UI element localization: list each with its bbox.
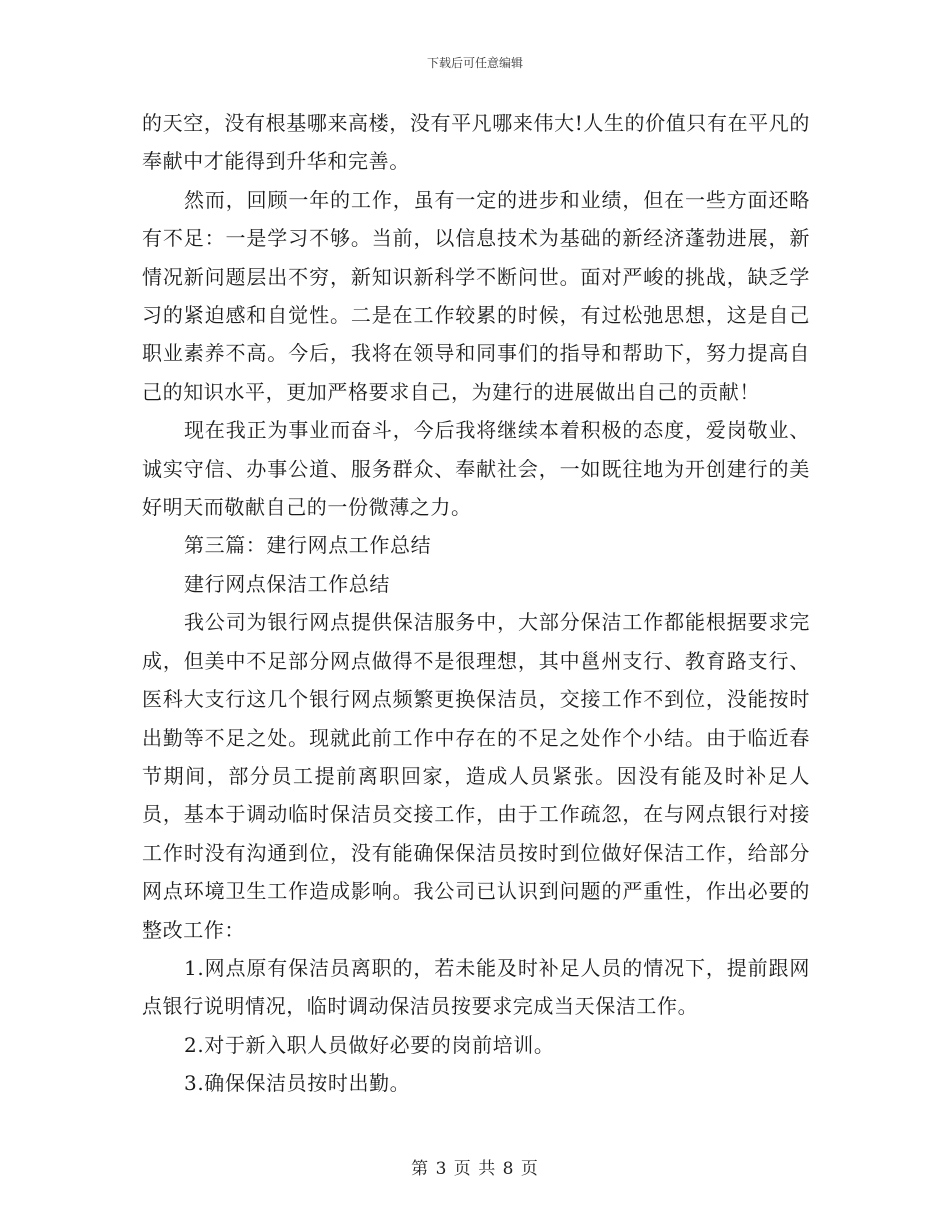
page-number: 第 3 页 共 8 页 xyxy=(411,1159,539,1179)
list-item-3: 3.确保保洁员按时出勤。 xyxy=(184,1071,411,1096)
paragraph-cleaning-summary: 我公司为银行网点提供保洁服务中，大部分保洁工作都能根据要求完成，但美中不足部分网点做得不是很理想，其中邕州支行、教育路支行、医科大支行这几个银行网点频繁更换保洁员，交接工作不到位，没能按时出勤等不足之处。现就此前工作中存在的不足之处作个小结。由于临近春节期间，部分员工提前离职回家，造成人员紧张。因没有能及时补足人员，基本于调动临时保洁员交接工作，由于工作疏忽，在与网点银行对接工作时没有沟通到位，没有能确保保洁员按时到位做好保洁工作，给部分网点环境卫生工作造成影响。我公司已认识到问题的严重性，作出必要的整改工作： xyxy=(142,610,810,942)
document-body xyxy=(142,104,810,1103)
paragraph-commitment: 现在我正为事业而奋斗，今后我将继续本着积极的态度，爱岗敬业、诚实守信、办事公道、服务群众、奉献社会，一如既往地为开创建行的美好明天而敬献自己的一份微薄之力。 xyxy=(142,418,810,520)
paragraph-continuation: 的天空，没有根基哪来高楼，没有平凡哪来伟大!人生的价值只有在平凡的奉献中才能得到升华和完善。 xyxy=(142,111,810,174)
section-heading: 第三篇：建行网点工作总结 xyxy=(184,533,432,558)
paragraph-shortcomings: 然而，回顾一年的工作，虽有一定的进步和业绩，但在一些方面还略有不足：一是学习不够。当前，以信息技术为基础的新经济蓬勃进展，新情况新问题层出不穷，新知识新科学不断问世。面对严峻的挑战，缺乏学习的紧迫感和自觉性。二是在工作较累的时候，有过松弛思想，这是自己职业素养不高。今后，我将在领导和同事们的指导和帮助下，努力提高自己的知识水平，更加严格要求自己，为建行的进展做出自己的贡献！ xyxy=(142,187,810,404)
list-item-1: 1.网点原有保洁员离职的，若未能及时补足人员的情况下，提前跟网点银行说明情况，临时调动保洁员按要求完成当天保洁工作。 xyxy=(142,955,810,1019)
list-item-2: 2.对于新入职人员做好必要的岗前培训。 xyxy=(184,1032,555,1057)
page-header-note: 下载后可任意编辑 xyxy=(426,56,523,70)
section-subtitle: 建行网点保洁工作总结 xyxy=(184,571,390,596)
